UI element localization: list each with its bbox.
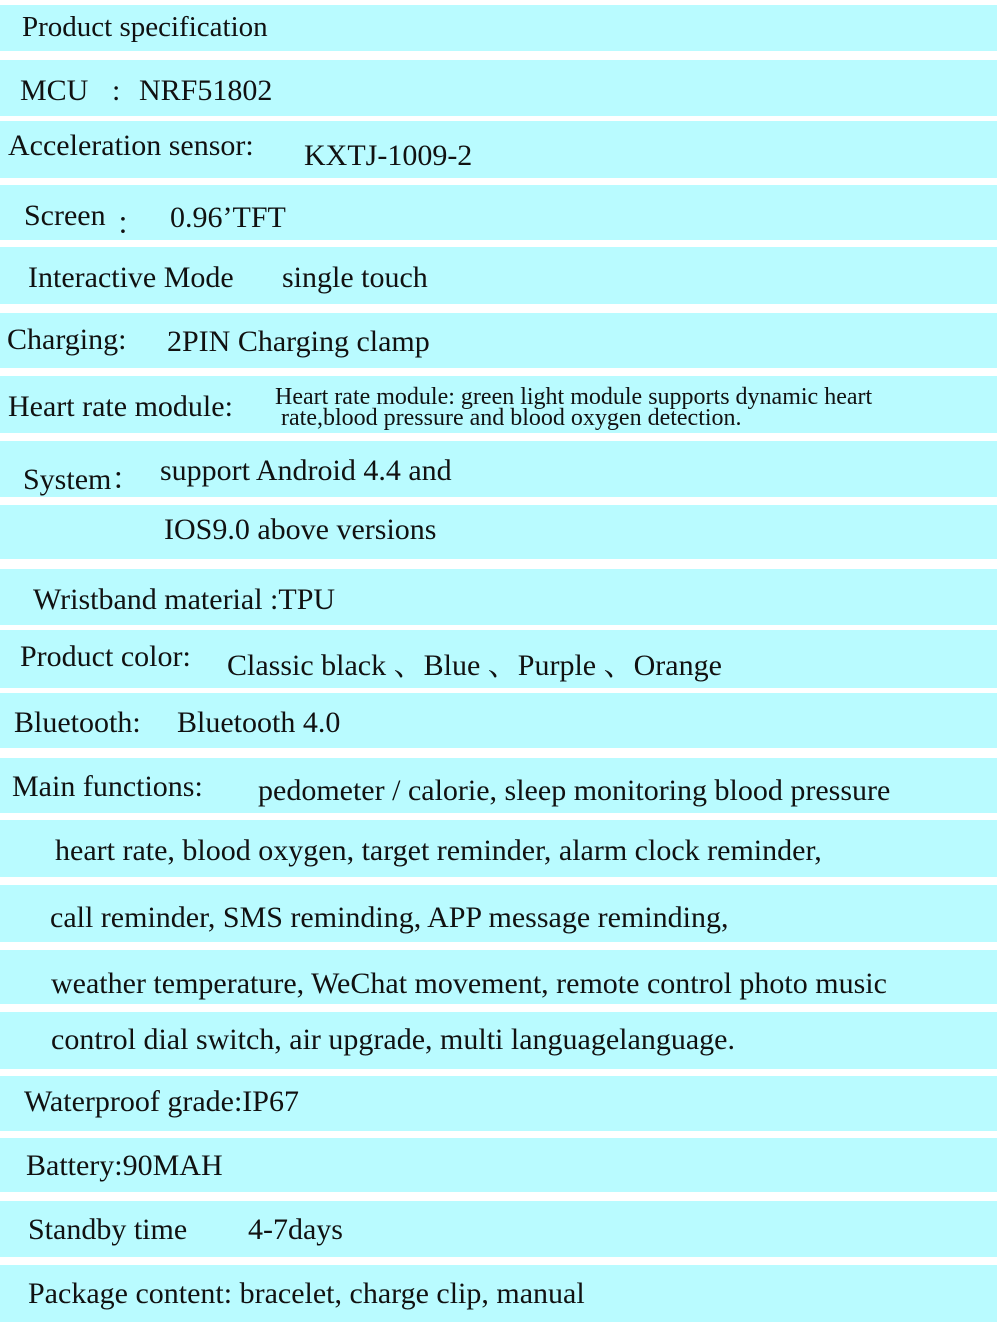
spec-row-functions — [0, 758, 997, 813]
interactive-label: Interactive Mode — [28, 261, 234, 294]
charging-label: Charging: — [7, 323, 127, 356]
spec-row-package — [0, 1265, 997, 1322]
spec-row-screen — [0, 185, 997, 240]
system-label: System： — [23, 463, 142, 496]
spec-row-functions-2 — [0, 820, 997, 877]
screen-label: Screen — [24, 199, 106, 232]
functions-line5: control dial switch, air upgrade, multi languagelanguage. — [51, 1023, 735, 1056]
bluetooth-value: Bluetooth 4.0 — [177, 706, 341, 739]
spec-row-interactive — [0, 247, 997, 304]
acceleration-label: Acceleration sensor: — [8, 129, 254, 162]
functions-label: Main functions: — [12, 770, 203, 803]
heart-rate-label: Heart rate module: — [8, 390, 233, 423]
spec-row-acceleration — [0, 121, 997, 178]
spec-row-system-continued — [0, 505, 997, 559]
screen-value: 0.96’TFT — [170, 201, 286, 234]
acceleration-value: KXTJ-1009-2 — [304, 139, 473, 172]
spec-title: Product specification — [22, 11, 268, 43]
functions-line3: call reminder, SMS reminding, APP message reminding, — [50, 901, 729, 934]
battery-text: Battery:90MAH — [26, 1149, 223, 1182]
spec-row-system — [0, 441, 997, 497]
spec-row-mcu — [0, 60, 997, 116]
waterproof-text: Waterproof grade:IP67 — [24, 1085, 299, 1118]
mcu-value: NRF51802 — [139, 74, 273, 107]
spec-row-battery — [0, 1138, 997, 1192]
spec-row-color — [0, 630, 997, 688]
functions-line2: heart rate, blood oxygen, target reminder, alarm clock reminder, — [55, 834, 822, 867]
system-value-line2: IOS9.0 above versions — [164, 513, 437, 546]
package-text: Package content: bracelet, charge clip, manual — [28, 1277, 585, 1310]
spec-row-functions-5 — [0, 1012, 997, 1069]
interactive-value: single touch — [282, 261, 428, 294]
charging-value: 2PIN Charging clamp — [167, 325, 430, 358]
spec-row-functions-4 — [0, 950, 997, 1004]
spec-row-charging — [0, 313, 997, 368]
spec-row-wristband — [0, 569, 997, 625]
heart-rate-value-line1: Heart rate module: green light module supports dynamic heart — [275, 384, 873, 410]
functions-line4: weather temperature, WeChat movement, remote control photo music — [51, 967, 887, 1000]
wristband-text: Wristband material :TPU — [33, 583, 336, 616]
spec-row-waterproof — [0, 1076, 997, 1131]
heart-rate-value-line2: rate,blood pressure and blood oxygen detection. — [281, 405, 742, 431]
standby-value: 4-7days — [248, 1213, 343, 1246]
mcu-label: MCU — [20, 74, 89, 107]
spec-row-functions-3 — [0, 885, 997, 942]
mcu-separator: : — [112, 74, 121, 107]
screen-separator: ： — [116, 208, 146, 240]
color-value: Classic black 、Blue 、Purple 、Orange — [227, 649, 722, 682]
standby-label: Standby time — [28, 1213, 188, 1246]
spec-row-bluetooth — [0, 693, 997, 748]
spec-title-row — [0, 5, 997, 51]
spec-row-standby — [0, 1201, 997, 1257]
system-value-line1: support Android 4.4 and — [160, 454, 452, 487]
functions-line1: pedometer / calorie, sleep monitoring blood pressure — [258, 774, 891, 807]
bluetooth-label: Bluetooth: — [14, 706, 141, 739]
color-label: Product color: — [20, 640, 191, 673]
spec-row-heart-rate — [0, 376, 997, 433]
